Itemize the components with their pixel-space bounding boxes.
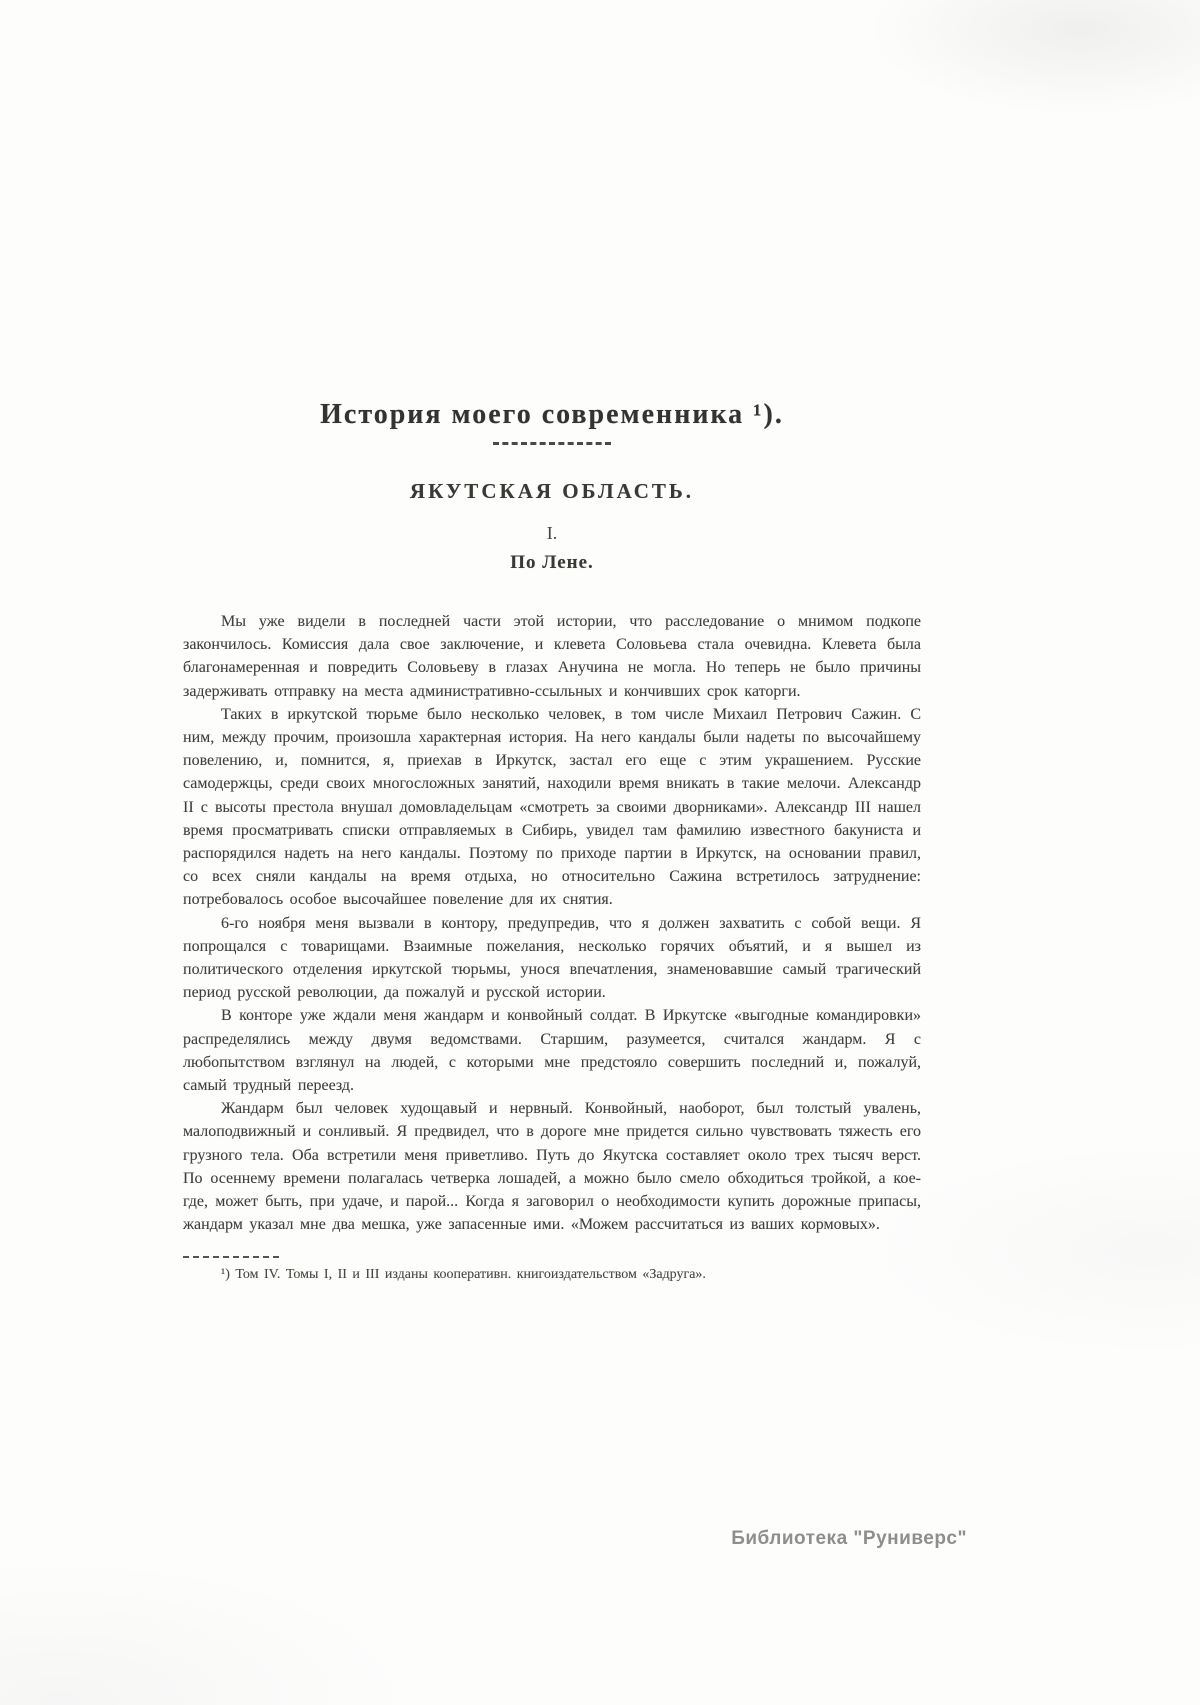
text-column (183, 398, 921, 1284)
section-heading: ЯКУТСКАЯ ОБЛАСТЬ. (409, 479, 695, 503)
body-paragraph-4: В конторе уже ждали меня жандарм и конвойный солдат. В Иркутске «выгодные командировки» распределялись между двумя ведомствами. Старшим, разумеется, считался жандарм. Я с любопытством взглянул на людей, с которыми мне предстояло совершить последний и, пожалуй, самый трудный переезд. (183, 1007, 921, 1095)
library-watermark: Библиотека "Руниверс" (731, 1528, 967, 1549)
footnote-rule (183, 1256, 279, 1258)
footnote: ¹) Том IV. Томы I, II и III изданы кооперативн. книгоиздательством «Задруга». (221, 1267, 706, 1283)
footnote-block (183, 1256, 921, 1284)
chapter-number: I. (546, 523, 558, 543)
chapter-title: По Лене. (510, 552, 594, 573)
body-paragraph-1: Мы уже видели в последней части этой истории, что расследование о мнимом подкопе закончилось. Комиссия дала свое заключение, и клевета Соловьева стала очевидна. Клевета была благонамеренная и повредить Соловьеву в глазах Анучина не могла. Но теперь не было причины задерживать отправку на места административно-ссыльных и кончивших срок каторги. (183, 613, 921, 700)
body-paragraph-3: 6-го ноября меня вызвали в контору, предупредив, что я должен захватить с собой вещи. Я попрощался с товарищами. Взаимные пожелания, несколько горячих объятий, и я вышел из политического отделения иркутской тюрьмы, унося впечатления, знаменовавшие самый трагический период русской революции, да пожалуй и русской истории. (183, 914, 921, 1002)
body-paragraph-5: Жандарм был человек худощавый и нервный. Конвойный, наоборот, был толстый увалень, малоподвижный и сонливый. Я предвидел, что в дороге мне придется сильно чувствовать тяжесть его грузного тела. Оба встретили меня приветливо. Путь до Якутска составляет около трех тысяч верст. По осеннему времени полагалась четверка лошадей, а можно было смело обходиться тройкой, а кое-где, может быть, при удаче, и парой... Когда я заговорил о необходимости купить дорожные припасы, жандарм указал мне два мешка, уже запасенные ими. «Можем рассчитаться из ваших кормовых». (183, 1100, 921, 1234)
page-title: История моего современника ¹). (320, 399, 784, 430)
title-rule (493, 442, 611, 445)
body-paragraph-2: Таких в иркутской тюрьме было несколько человек, в том числе Михаил Петрович Сажин. С ним, между прочим, произошла характерная история. На него кандалы были надеты по высочайшему повелению, и, помнится, я, приехав в Иркутск, застал его еще с этим украшением. Русские самодержцы, среди своих многосложных занятий, находили время вникать в такие мелочи. Александр II с высоты престола внушал домовладельцам «смотреть за своими дворниками». Александр III нашел время просматривать списки отправляемых в Сибирь, увидел там фамилию известного бакуниста и распорядился надеть на него кандалы. Поэтому по приходе партии в Иркутск, на основании правил, со всех сняли кандалы на время отдыха, но относительно Сажина встретилось затруднение: потребовалось особое высочайшее повеление для их снятия. (183, 705, 921, 909)
